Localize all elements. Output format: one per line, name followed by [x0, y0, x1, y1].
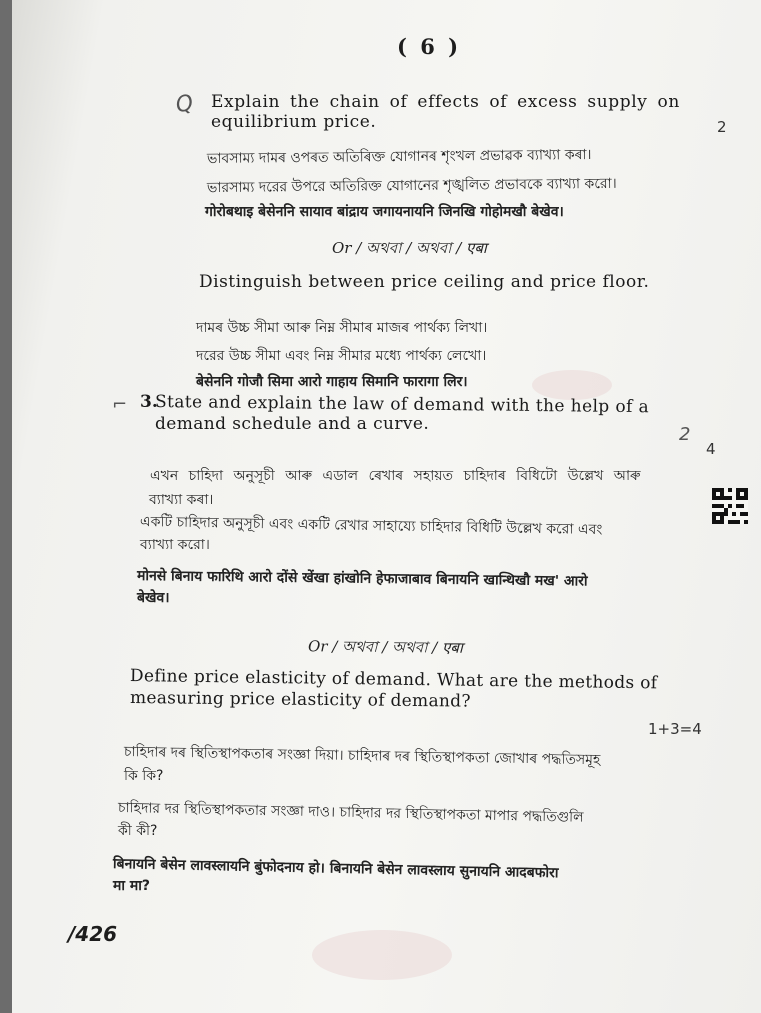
or-separator-1: Or / অথবা / অথবা / एबा — [332, 239, 487, 257]
q3-alt-assamese-line-2: কি কি? — [124, 768, 164, 784]
q3-alt-bengali-line-1: চাহিদার দর স্থিতিস্থাপকতার সংজ্ঞা দাও। চাহিদার দর স্থিতিস্থাপকতা মাপার পদ্ধতিগুলি — [117, 800, 584, 826]
handwritten-bracket: ⌐ — [112, 394, 128, 415]
q2-assamese: ভাবসাম্য দামৰ ওপৰত অতিৰিক্ত যোগানৰ শৃংখল প্ৰভাৱক ব্যাখ্যা কৰা। — [206, 146, 592, 168]
q2-alt-assamese: দামৰ উচ্চ সীমা আৰু নিম্ন সীমাৰ মাজৰ পাৰ্থক্য লিখা। — [196, 320, 488, 336]
paper-stain — [312, 930, 452, 980]
q2-english-line-2: equilibrium price. — [211, 112, 377, 132]
q2-english-line-1: Explain the chain of effects of excess supply on — [211, 92, 680, 112]
q2-bodo: गोरोबथाइ बेसेननि सायाव बांद्राय जगायनायनि जिनखि गोहोमखौ बेखेव। — [205, 204, 564, 220]
q3-assamese-line-1: এখন চাহিদা অনুসূচী আৰু এডাল ৰেখাৰ সহায়ত চাহিদাৰ বিধিটো উল্লেখ আৰু — [150, 468, 641, 484]
or-separator-2: Or / অথবা / অথবা / एबा — [307, 637, 463, 657]
handwritten-question-mark: Q — [173, 90, 196, 119]
q2-bengali: ভারসাম্য দরের উপরে অতিরিক্ত যোগানের শৃঙ্খলিত প্রভাবকে ব্যাখ্যা করো। — [206, 175, 617, 197]
q3-alt-assamese-line-1: চাহিদাৰ দৰ স্থিতিস্থাপকতাৰ সংজ্ঞা দিয়া। চাহিদাৰ দৰ স্থিতিস্থাপকতা জোখাৰ পদ্ধতিসমূহ — [123, 744, 601, 769]
q3-assamese-line-2: ব্যাখ্যা কৰা। — [149, 492, 214, 508]
q2-marks: 2 — [717, 118, 727, 136]
qr-code-icon — [712, 488, 748, 524]
page-number: ( 6 ) — [397, 34, 462, 59]
q3-bengali-line-2: ব্যাখ্যা করো। — [140, 537, 210, 553]
q3-alt-bodo-line-2: मा मा? — [113, 878, 150, 894]
q3-english-line-1: State and explain the law of demand with the help of a — [154, 392, 650, 418]
q3-bodo-line-2: बेखेव। — [137, 590, 170, 606]
q3-bodo-line-1: मोनसे बिनाय फारिथि आरो दोंसे खेंखा हांखोनि हेफाजाबाव बिनायनि खान्थिखौ मख' आरो — [136, 568, 588, 590]
q3-english-line-2: demand schedule and a curve. — [155, 414, 430, 434]
q2-alt-english: Distinguish between price ceiling and price floor. — [199, 272, 650, 292]
q3-handwritten-note: 2 — [679, 424, 691, 445]
q2-alt-bodo: बेसेननि गोजौ सिमा आरो गाहाय सिमानि फारागा लिर। — [196, 374, 468, 390]
q3-alt-bodo-line-1: बिनायनि बेसेन लावस्लायनि बुंफोदनाय हो। बिनायनि बेसेन लावस्लाय सुनायनि आदबफोरा — [112, 856, 559, 882]
q3-marks: 4 — [706, 440, 716, 458]
q3-number: 3. — [140, 392, 158, 412]
q3-alt-bengali-line-2: কী কী? — [118, 823, 158, 839]
q3-alt-english-line-2: measuring price elasticity of demand? — [129, 688, 471, 712]
q3-alt-marks: 1+3=4 — [648, 720, 702, 738]
q3-bengali-line-1: একটি চাহিদার অনুসূচী এবং একটি রেখার সাহায্যে চাহিদার বিধিটি উল্লেখ করো এবং — [139, 514, 603, 539]
q3-alt-english-line-1: Define price elasticity of demand. What are the methods of — [129, 666, 658, 694]
q2-alt-bengali: দরের উচ্চ সীমা এবং নিম্ন সীমার মধ্যে পার্থক্য লেখো। — [196, 348, 487, 364]
exam-page — [12, 0, 761, 1013]
paper-code: /426 — [68, 922, 118, 946]
